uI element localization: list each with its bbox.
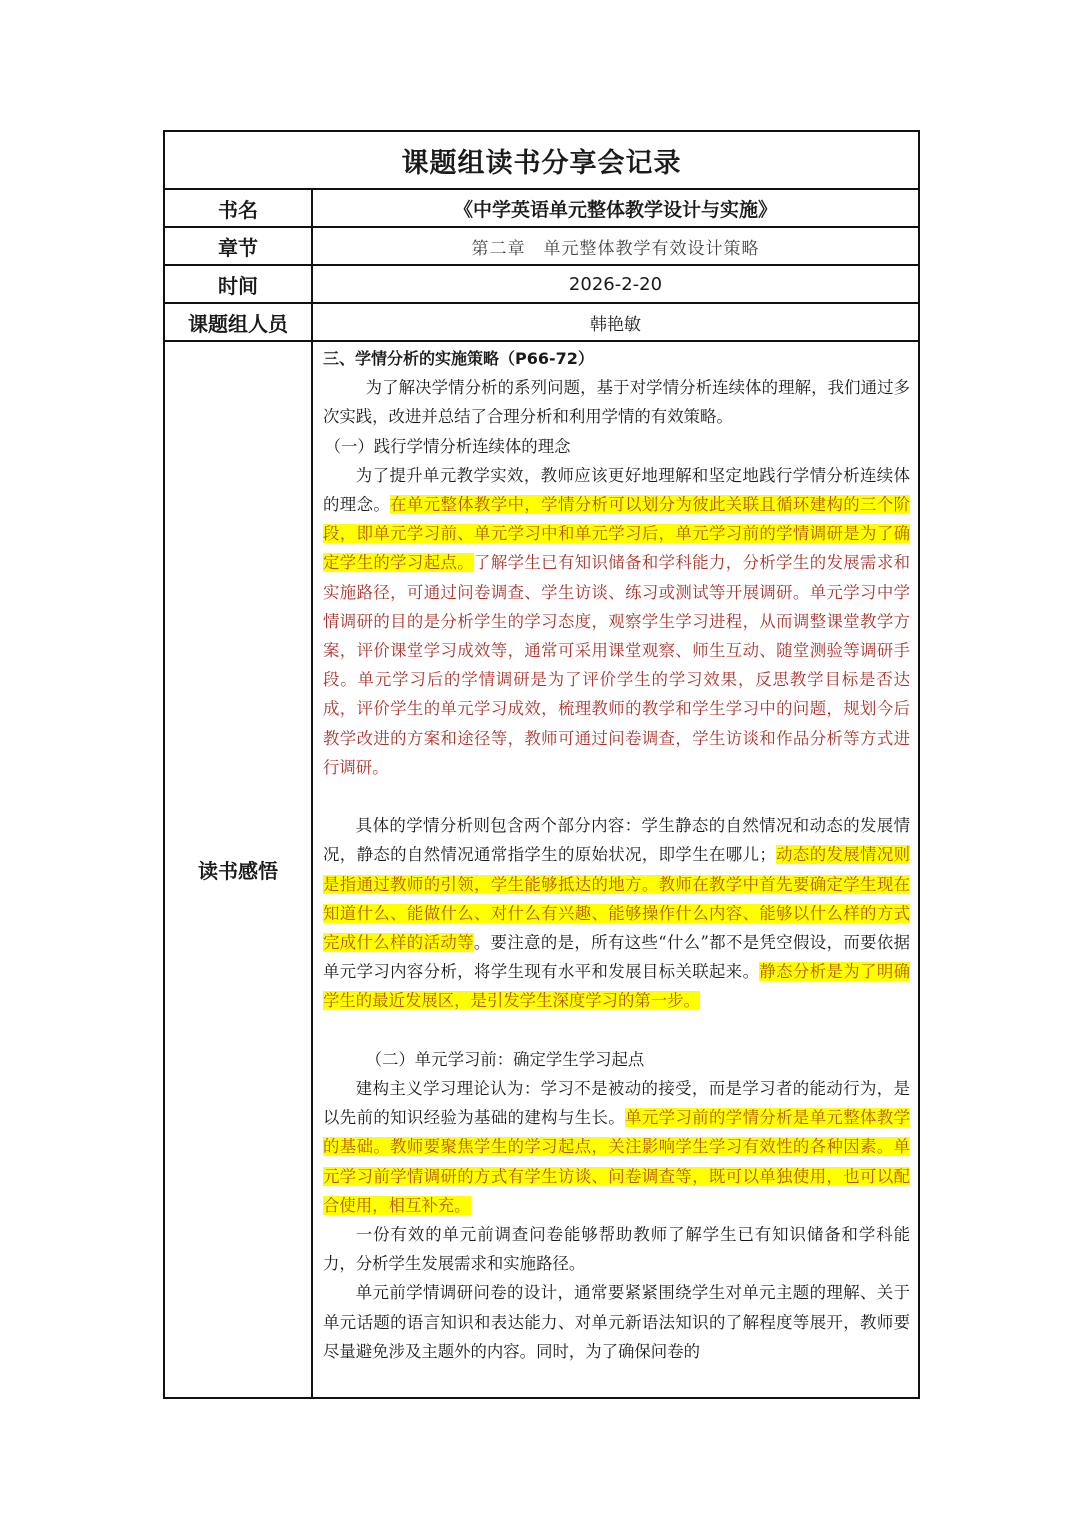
reading-record-table [163,130,920,1399]
members-value-cell [312,303,919,341]
date-label: 时间 [164,265,312,303]
paragraph-5: 单元前学情调研问卷的设计，通常要紧紧围绕学生对单元主题的理解、关于单元话题的语言知识和表达能力、对单元新语法知识的了解程度等展开，教师要尽量避免涉及主题外的内容。同时，为了确保问卷的 [323,1283,910,1361]
paragraph-2 [323,811,910,1015]
members-label: 课题组人员 [164,303,312,341]
reflection-content-cell [312,341,919,1398]
paragraph-1-red: 了解学生已有知识储备和学科能力，分析学生的发展需求和实施路径，可通过问卷调查、学生访谈、练习或测试等开展调研。单元学习中学情调研的目的是分析学生的学习态度，观察学生学习进程，从而调整课堂教学方案，评价课堂学习成效等，通常可采用课堂观察、师生互动、随堂测验等调研手段。单元学习后的学情调研是为了评价学生的学习效果，反思教学目标是否达成，评价学生的单元学习成效，梳理教师的教学和学生学习中的问题，规划今后教学改进的方案和途径等，教师可通过问卷调查，学生访谈和作品分析等方式进行调研。 [323,553,911,777]
record-title: 课题组读书分享会记录 [164,131,919,189]
paragraph-3-highlight: 单元学习前的学情分析是单元整体教学的基础。教师要聚焦学生的学习起点，关注影响学生学习有效性的各种因素。单元学习前学情调研的方式有学生访谈、问卷调查等，既可以单独使用，也可以配合使用，相互补充。 [323,1108,911,1215]
members-value: 韩艳敏 [590,314,641,335]
chapter-value-cell [312,227,919,265]
paragraph-2-plain-2: 。要注意的是，所有这些“什么”都不是凭空假设，而要依据单元学习内容分析，将学生现有水平和发展目标关联起来。 [323,933,911,982]
reflection-row [164,341,919,1398]
paragraph-3 [323,1074,910,1220]
paragraph-2-highlight: 动态的发展情况则是指通过教师的引领，学生能够抵达的地方。教师在教学中首先要确定学生现在知道什么、能做什么、对什么有兴趣、能够操作什么内容、能够以什么样的方式完成什么样的活动等 [323,845,911,953]
reflection-label: 读书感悟 [164,341,312,1398]
subsection-title-1: （一）践行学情分析连续体的理念 [324,436,571,456]
chapter-row [164,227,919,265]
intro-paragraph: 为了解决学情分析的系列问题，基于对学情分析连续体的理解，我们通过多次实践，改进并总结了合理分析和利用学情的有效策略。 [323,378,910,427]
paragraph-4: 一份有效的单元前调查问卷能够帮助教师了解学生已有知识储备和学科能力，分析学生发展需求和实施路径。 [323,1225,910,1274]
chapter-value: 第二章 单元整体教学有效设计策略 [471,238,760,259]
paragraph-3-plain: 建构主义学习理论认为：学习不是被动的接受，而是学习者的能动行为，是以先前的知识经验为基础的建构与生长。 [323,1079,910,1128]
paragraph-gap [323,1016,910,1045]
book-row [164,189,919,227]
book-title: 《中学英语单元整体教学设计与实施》 [453,198,777,221]
paragraph-2-highlight-2: 静态分析是为了明确学生的最近发展区，是引发学生深度学习的第一步。 [323,962,911,1011]
chapter-label: 章节 [164,227,312,265]
title-row [164,131,919,189]
date-row [164,265,919,303]
paragraph-2-plain: 具体的学情分析则包含两个部分内容：学生静态的自然情况和动态的发展情况，静态的自然情况通常指学生的原始状况，即学生在哪儿； [323,816,910,865]
book-value-cell [312,189,919,227]
subsection-title-2: （二）单元学习前：确定学生学习起点 [365,1049,645,1069]
paragraph-1 [323,461,910,782]
paragraph-1-plain: 为了提升单元教学实效，教师应该更好地理解和坚定地践行学情分析连续体的理念。 [323,465,910,515]
reflection-content [313,342,918,1395]
paragraph-gap [323,782,910,811]
date-value-cell [312,265,919,303]
book-label: 书名 [164,189,312,227]
section-title: 三、学情分析的实施策略（P66-72） [323,349,594,368]
members-row [164,303,919,341]
paragraph-1-highlight: 在单元整体教学中，学情分析可以划分为彼此关联且循环建构的三个阶段，即单元学习前、单元学习中和单元学习后，单元学习前的学情调研是为了确定学生的学习起点。 [323,495,911,573]
date-value: 2026-2-20 [568,273,663,295]
